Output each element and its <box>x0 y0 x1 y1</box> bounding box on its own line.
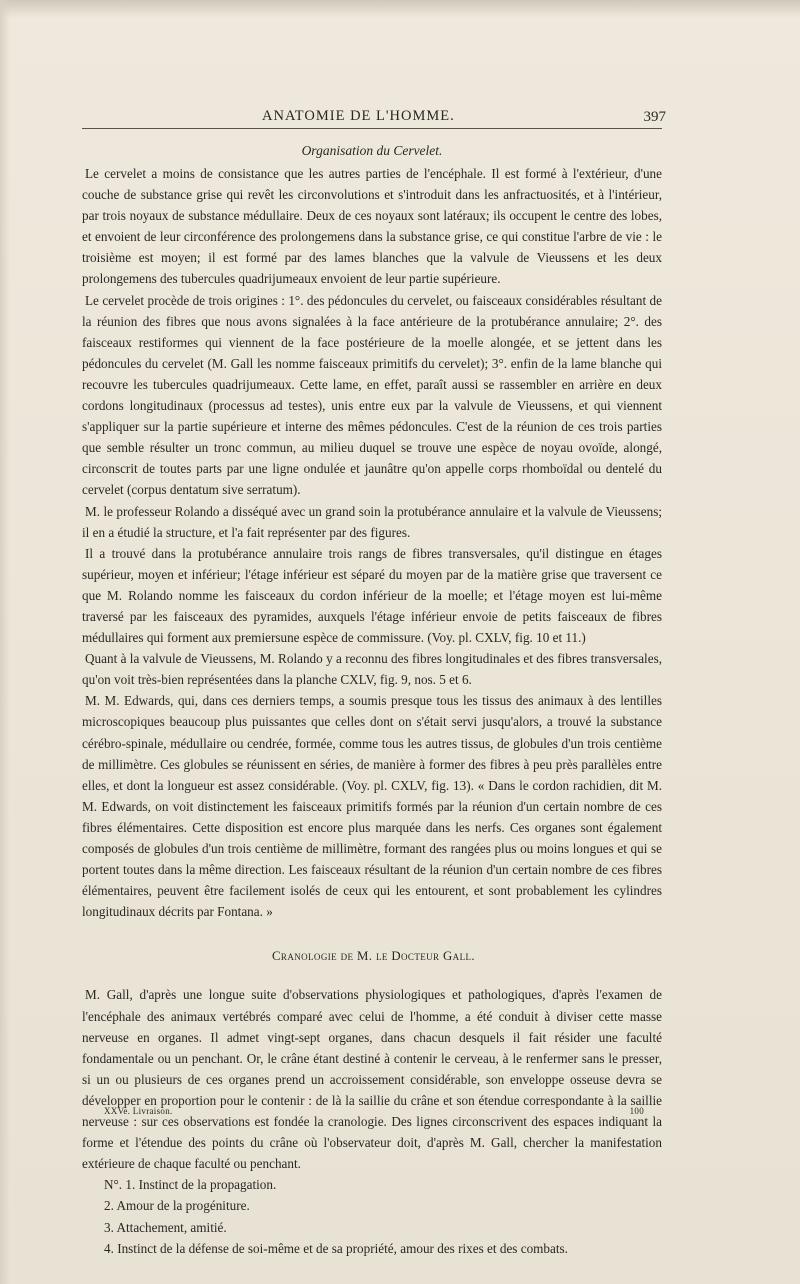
page-top-shadow <box>0 0 800 18</box>
page-number: 397 <box>643 109 666 125</box>
list-item <box>82 1217 662 1238</box>
list-item-text: Instinct de la propagation. <box>138 1177 277 1193</box>
paragraph: Le cervelet procède de trois origines : 1°. des pédoncules du cervelet, ou faisceaux considérables résultant de la réunion des fibres que nous avons signalées à la face antérieure de la protubérance annulaire; 2°. des faisceaux restiformes qui viennent de la face postérieure de la moelle alongée, et se jettent dans les pédoncules du cervelet (M. Gall les nomme faisceaux primitifs du cervelet); 3°. enfin de la lame blanche qui recouvre les tubercules quadrijumeaux. Cette lame, en effet, paraît aussi se rassembler en arrière en deux cordons longitudinaux (processus ad testes), unis entre eux par la valvule de Vieussens, et qui viennent s'appliquer sur la partie supérieure et interne des mêmes pédoncules. C'est de la réunion de ces trois parties que semble résulter un tronc commun, au milieu duquel se trouve une espèce de noyau ovoïde, alongé, circonscrit de toutes parts par une ligne ondulée et jaunâtre qu'on appelle corps rhomboïdal ou dentelé du cervelet (corpus dentatum sive serratum). <box>82 292 662 498</box>
livraison-mark: XXVe. Livraison. <box>104 1106 173 1116</box>
body-text <box>82 163 662 1259</box>
list-item-number: 4. <box>104 1240 114 1256</box>
section-title: Organisation du Cervelet. <box>301 143 443 158</box>
paragraph: M. Gall, d'après une longue suite d'observations physiologiques et pathologiques, d'après l'examen de l'encéphale des animaux vertébrés comparé avec celui de l'homme, a été conduit à diviser cette masse nerveuse en organes. Il admet vingt-sept organes, dans chacun desquels il fait résider une faculté fondamentale ou un penchant. Or, le crâne étant destiné à contenir le cerveau, à le renfermer sans le presser, si un ou plusieurs de ces organes prend un accroissement considérable, son enveloppe osseuse devra se développer en proportion pour le contenir : de là la saillie du crâne et son étendue correspondante à la saillie nerveuse : sur ces observations est fondée la cranologie. Des lignes circonscrivent des espaces indiquant la forme et l'étendue des points du crâne où l'observateur doit, d'après M. Gall, chercher la manifestation extérieure de chaque faculté ou penchant. <box>82 987 662 1172</box>
list-item-number: 2. <box>104 1198 114 1214</box>
paragraph: M. le professeur Rolando a disséqué avec un grand soin la protubérance annulaire et la valvule de Vieussens; il en a étudié la structure, et l'a fait représenter par des figures. <box>82 503 662 540</box>
list-item <box>82 1174 662 1195</box>
subsection-title: Cranologie de M. le Docteur Gall. <box>272 949 475 964</box>
list-item-number: N°. 1. <box>104 1177 136 1193</box>
list-item <box>82 1195 662 1216</box>
paragraph: Il a trouvé dans la protubérance annulaire trois rangs de fibres transversales, qu'il distingue en étages supérieur, moyen et inférieur; l'étage inférieur est séparé du moyen par de la matière grise que traversent ce que M. Rolando nomme les faisceaux du cordon inférieur de la moelle; et l'étage moyen est lui-même traversé par les faisceaux des pyramides, auxquels l'étage inférieur envoie de petits faisceaux de fibres médullaires qui forment aux premiersune espèce de commissure. (Voy. pl. CXLV, fig. 10 et 11.) <box>82 545 662 646</box>
sheet-number: 100 <box>629 1106 644 1116</box>
header-rule <box>82 128 662 129</box>
list-item-number: 3. <box>104 1219 114 1235</box>
list-item <box>82 1238 662 1259</box>
paragraph: Le cervelet a moins de consistance que les autres parties de l'encéphale. Il est formé à l'extérieur, d'une couche de substance grise qui revêt les circonvolutions et s'introduit dans les anfractuosités, et à l'intérieur, par trois noyaux de substance médullaire. Deux de ces noyaux sont latéraux; ils occupent le centre des lobes, et envoient de leur circonférence des prolongemens dans la substance grise, ce qui constitue l'arbre de vie : le troisième est moyen; il est formé par des lames blanches que la valvule de Vieussens et les deux prolongemens des tubercules quadrijumeaux envoient de leur partie supérieure. <box>82 166 662 287</box>
list-item-text: Instinct de la défense de soi-même et de sa propriété, amour des rixes et des combats. <box>117 1240 568 1256</box>
paragraph: M. M. Edwards, qui, dans ces derniers temps, a soumis presque tous les tissus des animaux à des lentilles microscopiques beaucoup plus puissantes que celles dont on s'était servi jusqu'alors, a trouvé la substance cérébro-spinale, médullaire ou cendrée, formée, comme tous les autres tissus, de globules d'un trois centième de millimètre. Ces globules se réunissent en séries, de manière à former des fibres à peu près parallèles entre elles, et dont la longueur est assez considérable. (Voy. pl. CXLV, fig. 13). « Dans le cordon rachidien, dit M. M. Edwards, on voit distinctement les faisceaux primitifs formés par la réunion d'un certain nombre de ces fibres élémentaires. Cette disposition est encore plus marquée dans les nerfs. Ces organes sont également composés de globules d'un trois centième de millimètre, formant des rangées plus ou moins longues et qui se portent toutes dans la même direction. Les faisceaux résultant de la réunion d'un certain nombre de ces fibres élémentaires, peuvent être facilement isolés de ceux qui les entourent, et sont probablement les cylindres longitudinaux décrits par Fontana. » <box>82 693 662 920</box>
page-footer <box>104 1106 644 1122</box>
page-left-shadow <box>0 0 10 1284</box>
paragraph: Quant à la valvule de Vieussens, M. Rolando y a reconnu des fibres longitudinales et des fibres transversales, qu'on voit très-bien représentées dans la planche CXLV, fig. 9, nos. 5 et 6. <box>82 651 662 688</box>
list-item-text: Amour de la progéniture. <box>116 1198 250 1214</box>
list-item-text: Attachement, amitié. <box>116 1219 227 1235</box>
section-spacer <box>82 922 662 942</box>
organ-list <box>82 1174 662 1258</box>
running-head <box>0 108 800 130</box>
running-head-title: ANATOMIE DE L'HOMME. <box>262 108 455 124</box>
